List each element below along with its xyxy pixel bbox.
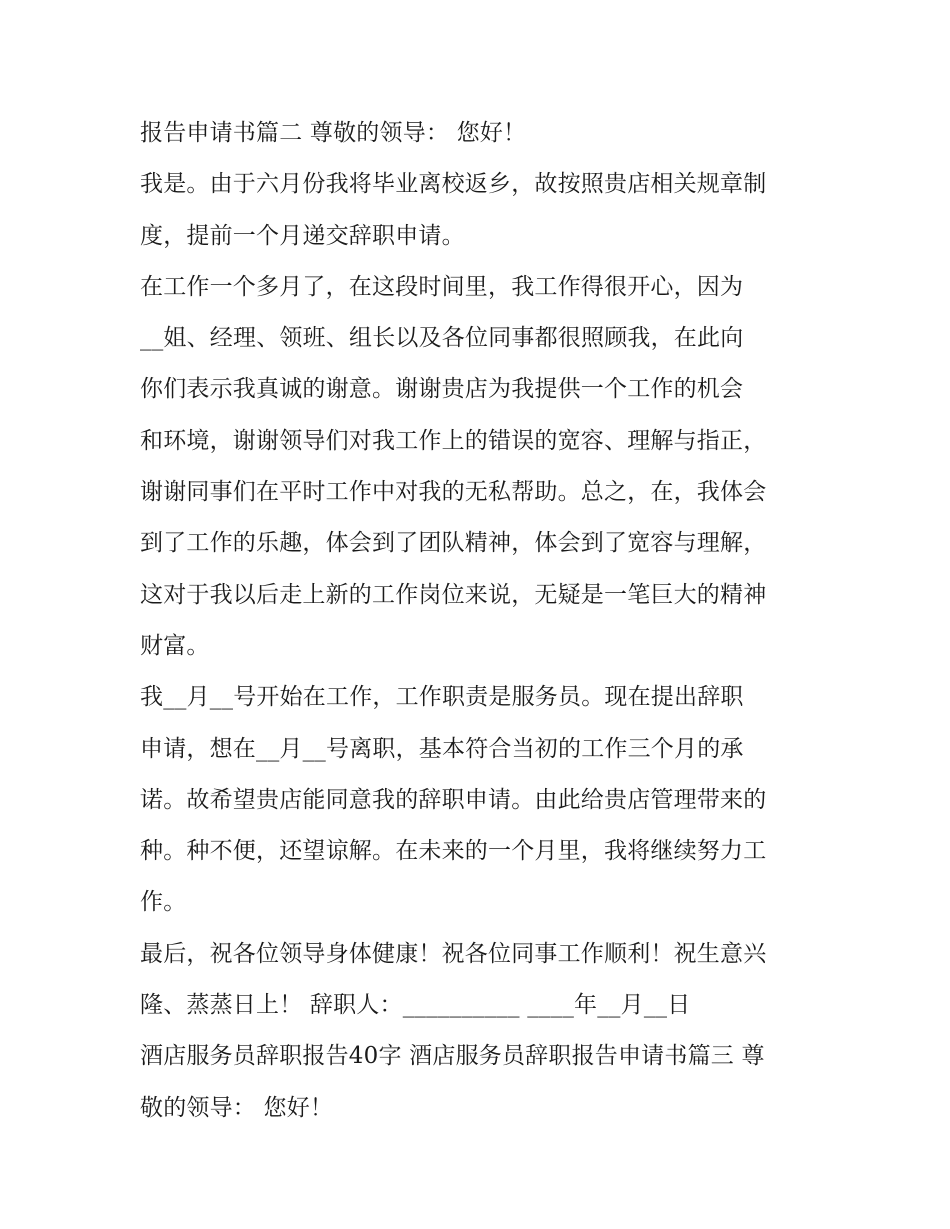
letter-body bbox=[140, 108, 820, 1134]
text-line-8: 谢谢同事们在平时工作中对我的无私帮助。总之，在，我体会 bbox=[140, 479, 767, 506]
text-line-12: 我__月__号开始在工作，工作职责是服务员。现在提出辞职 bbox=[140, 684, 744, 711]
text-line-11: 财富。 bbox=[140, 632, 210, 659]
text-line-3: 度，提前一个月递交辞职申请。 bbox=[140, 222, 465, 249]
text-line-1: 报告申请书篇二 尊敬的领导： 您好！ bbox=[140, 120, 527, 146]
text-line-16: 作。 bbox=[140, 889, 187, 916]
text-line-20: 敬的领导： 您好！ bbox=[140, 1094, 334, 1121]
text-line-14: 诺。故希望贵店能同意我的辞职申请。由此给贵店管理带来的 bbox=[140, 786, 767, 813]
text-line-13: 申请，想在__月__号离职，基本符合当初的工作三个月的承 bbox=[140, 735, 744, 762]
text-line-15: 种。种不便，还望谅解。在未来的一个月里，我将继续努力工 bbox=[140, 838, 767, 865]
text-line-7: 和环境，谢谢领导们对我工作上的错误的宽容、理解与指正， bbox=[140, 427, 767, 454]
text-line-18: 隆、蒸蒸日上！ 辞职人：__________ ____年__月__日 bbox=[140, 992, 691, 1019]
text-line-2: 我是。由于六月份我将毕业离校返乡，故按照贵店相关规章制 bbox=[140, 171, 767, 198]
text-line-9: 到了工作的乐趣，体会到了团队精神，体会到了宽容与理解， bbox=[140, 530, 767, 557]
text-line-19: 酒店服务员辞职报告40字 酒店服务员辞职报告申请书篇三 尊 bbox=[140, 1043, 765, 1070]
text-line-17: 最后，祝各位领导身体健康！祝各位同事工作顺利！祝生意兴 bbox=[140, 940, 767, 967]
text-line-4: 在工作一个多月了，在这段时间里，我工作得很开心，因为 bbox=[140, 273, 744, 300]
text-line-10: 这对于我以后走上新的工作岗位来说，无疑是一笔巨大的精神 bbox=[140, 581, 767, 608]
text-line-6: 你们表示我真诚的谢意。谢谢贵店为我提供一个工作的机会 bbox=[140, 376, 744, 403]
text-line-5: __姐、经理、领班、组长以及各位同事都很照顾我，在此向 bbox=[140, 325, 744, 352]
